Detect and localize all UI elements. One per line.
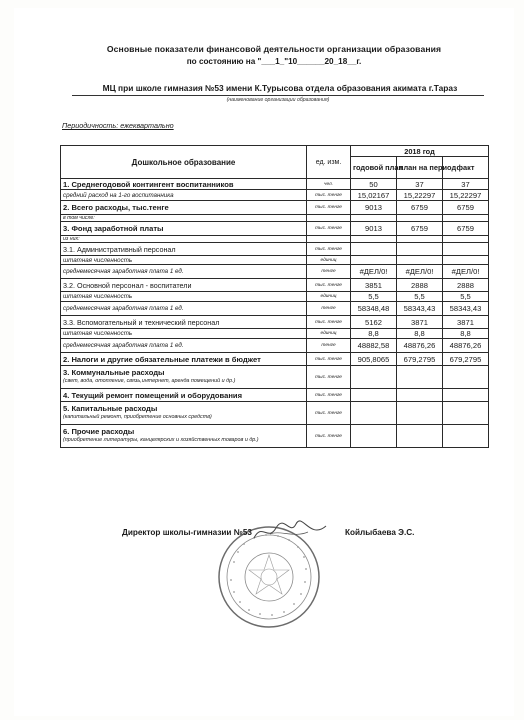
table-row xyxy=(61,265,489,279)
header-year: 2018 год xyxy=(351,146,489,157)
row-label xyxy=(61,425,307,448)
director-name: Койлыбаева Э.С. xyxy=(345,528,415,537)
cell-fact: 58343,43 xyxy=(443,302,489,316)
cell-annual xyxy=(351,389,397,402)
cell-annual: 5162 xyxy=(351,316,397,329)
row-unit xyxy=(307,215,351,222)
row-unit: тыс. тенге xyxy=(307,190,351,201)
cell-fact xyxy=(443,389,489,402)
row-label: штатная численность xyxy=(61,329,307,339)
cell-annual: 3851 xyxy=(351,279,397,292)
row-unit: тенге xyxy=(307,302,351,316)
organization-name: МЦ при школе гимназия №53 имени К.Турысова отдела образования акимата г.Тараз xyxy=(102,83,458,93)
table-row xyxy=(61,243,489,256)
row-unit xyxy=(307,236,351,243)
cell-annual: 9013 xyxy=(351,222,397,236)
cell-annual: 48882,58 xyxy=(351,339,397,353)
table-row xyxy=(61,190,489,201)
cell-fact: 15,22297 xyxy=(443,190,489,201)
table-row xyxy=(61,201,489,215)
row-label-title: 6. Прочие расходы xyxy=(63,427,135,436)
row-label xyxy=(61,402,307,425)
cell-fact: 2888 xyxy=(443,279,489,292)
organization-underline xyxy=(72,95,484,96)
row-label: 2. Налоги и другие обязательные платежи в бюджет xyxy=(61,353,307,366)
cell-period xyxy=(397,402,443,425)
cell-annual xyxy=(351,243,397,256)
row-unit: тыс. тенге xyxy=(307,201,351,215)
row-label: средний расход на 1-го воспитанника xyxy=(61,190,307,201)
cell-period: 58343,43 xyxy=(397,302,443,316)
row-unit: чел. xyxy=(307,179,351,190)
cell-fact: 679,2795 xyxy=(443,353,489,366)
cell-annual xyxy=(351,256,397,265)
cell-period: 37 xyxy=(397,179,443,190)
periodicity-label: Периодичность: ежеквартально xyxy=(62,121,174,130)
table-row xyxy=(61,389,489,402)
cell-annual: #ДЕЛ/0! xyxy=(351,265,397,279)
cell-period xyxy=(397,366,443,389)
cell-fact xyxy=(443,236,489,243)
row-label: штатная численность xyxy=(61,256,307,265)
cell-fact: 3871 xyxy=(443,316,489,329)
table-row xyxy=(61,222,489,236)
cell-annual xyxy=(351,236,397,243)
cell-fact: 6759 xyxy=(443,201,489,215)
cell-annual: 15,02167 xyxy=(351,190,397,201)
header-fact: факт xyxy=(443,157,489,179)
cell-fact xyxy=(443,215,489,222)
row-label: из них: xyxy=(61,236,307,243)
table-row xyxy=(61,279,489,292)
table-row xyxy=(61,353,489,366)
row-unit: тыс. тенге xyxy=(307,425,351,448)
cell-annual xyxy=(351,215,397,222)
cell-period xyxy=(397,389,443,402)
row-unit: тыс. тенге xyxy=(307,402,351,425)
row-unit: тыс. тенге xyxy=(307,243,351,256)
cell-fact xyxy=(443,425,489,448)
row-unit: тыс. тенге xyxy=(307,353,351,366)
header-unit: ед. изм. xyxy=(307,146,351,179)
table-row xyxy=(61,179,489,190)
table-row xyxy=(61,402,489,425)
cell-period xyxy=(397,236,443,243)
row-label-note: (капитальный ремонт, приобретение основных средств) xyxy=(63,414,212,420)
report-title: Основные показатели финансовой деятельности организации образования xyxy=(106,44,442,54)
director-title: Директор школы-гимназии №53 xyxy=(122,528,252,537)
handwritten-signature-icon xyxy=(250,516,330,546)
row-unit: единиц xyxy=(307,329,351,339)
cell-period: 2888 xyxy=(397,279,443,292)
cell-annual: 9013 xyxy=(351,201,397,215)
cell-fact xyxy=(443,256,489,265)
table-row xyxy=(61,302,489,316)
cell-fact: 37 xyxy=(443,179,489,190)
cell-fact: #ДЕЛ/0! xyxy=(443,265,489,279)
row-label: среднемесячная заработная плата 1 ед. xyxy=(61,302,307,316)
table-row xyxy=(61,236,489,243)
header-annual-plan: годовой план xyxy=(351,157,397,179)
header-preschool-education: Дошкольное образование xyxy=(61,146,307,179)
cell-fact xyxy=(443,402,489,425)
table-body xyxy=(61,179,489,448)
cell-period xyxy=(397,215,443,222)
table-row xyxy=(61,316,489,329)
cell-fact: 48876,26 xyxy=(443,339,489,353)
cell-fact: 6759 xyxy=(443,222,489,236)
row-label: в том числе: xyxy=(61,215,307,222)
cell-period: 6759 xyxy=(397,201,443,215)
cell-period: 3871 xyxy=(397,316,443,329)
table-row xyxy=(61,215,489,222)
cell-annual: 905,8065 xyxy=(351,353,397,366)
row-unit: тыс. тенге xyxy=(307,316,351,329)
row-unit: тыс. тенге xyxy=(307,389,351,402)
cell-period: 5,5 xyxy=(397,292,443,302)
cell-period xyxy=(397,425,443,448)
table-row xyxy=(61,366,489,389)
cell-annual xyxy=(351,425,397,448)
row-label: 1. Среднегодовой контингент воспитанников xyxy=(61,179,307,190)
cell-fact: 8,8 xyxy=(443,329,489,339)
row-label: 3. Фонд заработной платы xyxy=(61,222,307,236)
cell-period: 48876,26 xyxy=(397,339,443,353)
row-label: среднемесячная заработная плата 1 ед. xyxy=(61,265,307,279)
row-unit: тыс. тенге xyxy=(307,279,351,292)
report-date-line: по состоянию на "___1_"10______20_18__г. xyxy=(186,57,362,66)
organization-caption: (наименование организации образования) xyxy=(226,97,330,103)
row-unit: единиц xyxy=(307,256,351,265)
cell-annual: 8,8 xyxy=(351,329,397,339)
financial-indicators-table xyxy=(60,145,489,448)
cell-annual: 5,5 xyxy=(351,292,397,302)
cell-fact: 5,5 xyxy=(443,292,489,302)
table-row xyxy=(61,292,489,302)
row-label-title: 3. Коммунальные расходы xyxy=(63,368,165,377)
cell-period xyxy=(397,256,443,265)
row-unit: тыс. тенге xyxy=(307,366,351,389)
row-label xyxy=(61,366,307,389)
row-label-title: 5. Капитальные расходы xyxy=(63,404,158,413)
cell-period: 15,22297 xyxy=(397,190,443,201)
header-period-plan: план на период xyxy=(397,157,443,179)
table-row xyxy=(61,256,489,265)
cell-annual xyxy=(351,402,397,425)
cell-period: 8,8 xyxy=(397,329,443,339)
cell-period: #ДЕЛ/0! xyxy=(397,265,443,279)
row-label: 3.2. Основной персонал - воспитатели xyxy=(61,279,307,292)
table-row xyxy=(61,339,489,353)
cell-fact xyxy=(443,243,489,256)
cell-annual: 58348,48 xyxy=(351,302,397,316)
row-label: 4. Текущий ремонт помещений и оборудования xyxy=(61,389,307,402)
row-label: среднемесячная заработная плата 1 ед. xyxy=(61,339,307,353)
row-label: 3.3. Вспомогательный и технический персонал xyxy=(61,316,307,329)
cell-period: 6759 xyxy=(397,222,443,236)
row-unit: тенге xyxy=(307,339,351,353)
row-unit: тенге xyxy=(307,265,351,279)
row-unit: единиц xyxy=(307,292,351,302)
row-label-note: (приобретение литературы, канцелярских и хозяйственных товаров и др.) xyxy=(63,437,259,443)
table-row xyxy=(61,425,489,448)
row-label: 3.1. Административный персонал xyxy=(61,243,307,256)
cell-annual xyxy=(351,366,397,389)
cell-period xyxy=(397,243,443,256)
row-label: 2. Всего расходы, тыс.тенге xyxy=(61,201,307,215)
table-row xyxy=(61,329,489,339)
row-unit: тыс. тенге xyxy=(307,222,351,236)
row-label-note: (свет, вода, отопление, связь,интернет, аренда помещений и др.) xyxy=(63,378,236,384)
cell-annual: 50 xyxy=(351,179,397,190)
cell-fact xyxy=(443,366,489,389)
cell-period: 679,2795 xyxy=(397,353,443,366)
row-label: штатная численность xyxy=(61,292,307,302)
